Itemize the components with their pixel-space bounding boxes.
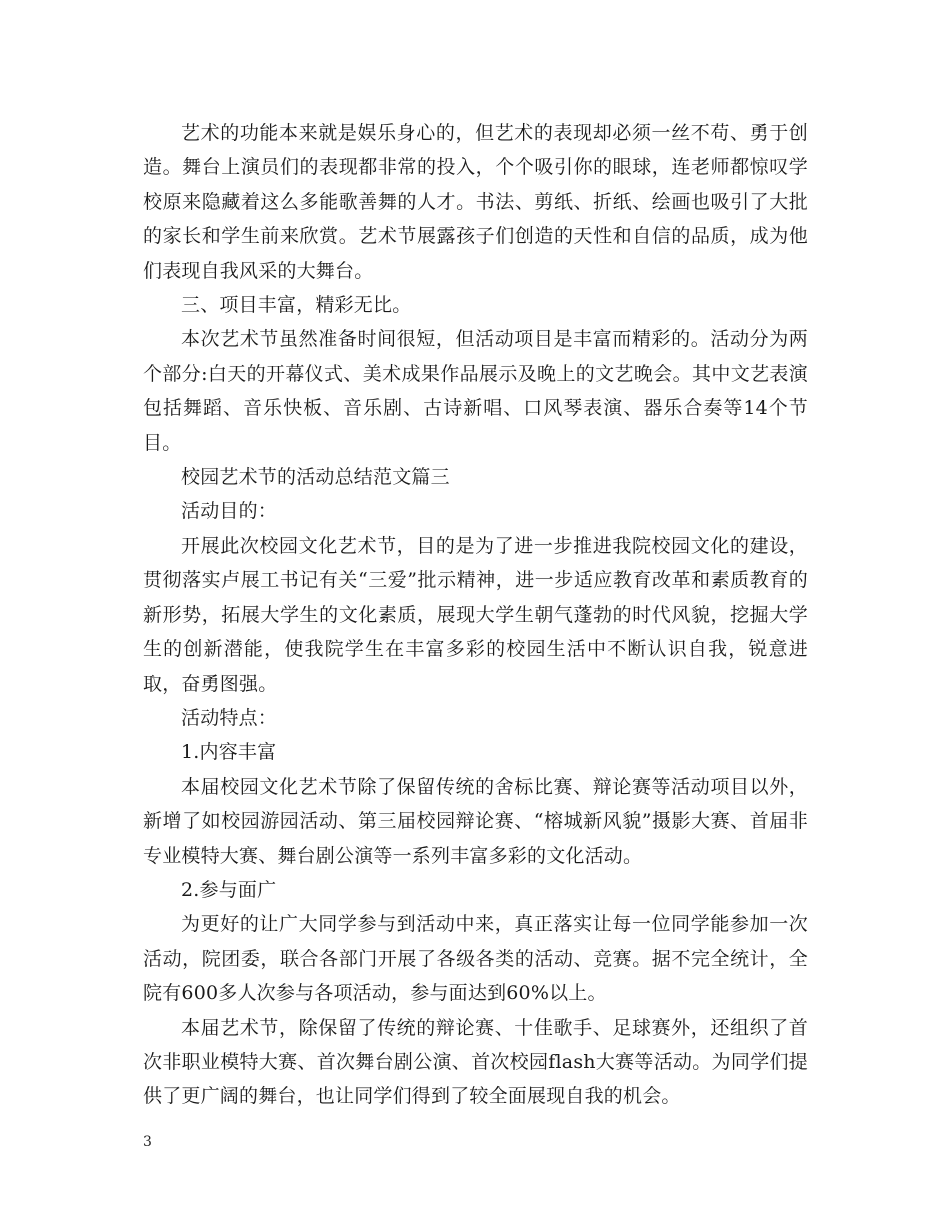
heading-activity-purpose: 活动目的： (181, 500, 278, 523)
heading-rich-content: 1.内容丰富 (181, 741, 277, 764)
heading-sample-three: 校园艺术节的活动总结范文篇三 (181, 466, 450, 489)
paragraph-participation-body: 为更好的让广大同学参与到活动中来，真正落实让每一位同学能参加一次活动，院团委，联合各部门开展了各级各类的活动、竞赛。据不完全统计，全院有600多人次参与各项活动，参与面达到60%以上。 (143, 913, 808, 1005)
paragraph-festival-program: 本次艺术节虽然准备时间很短，但活动项目是丰富而精彩的。活动分为两个部分:白天的开幕仪式、美术成果作品展示及晚上的文艺晚会。其中文艺表演包括舞蹈、音乐快板、音乐剧、古诗新唱、口风琴表演、器乐合奏等14个节目。 (143, 328, 808, 454)
paragraph-festival-summary: 本届艺术节，除保留了传统的辩论赛、十佳歌手、足球赛外，还组织了首次非职业模特大赛、首次舞台剧公演、首次校园flash大赛等活动。为同学们提供了更广阔的舞台，也让同学们得到了较全面展现自我的机会。 (143, 1016, 808, 1108)
document-body (143, 116, 808, 1114)
paragraph-rich-content-body: 本届校园文化艺术节除了保留传统的舍标比赛、辩论赛等活动项目以外，新增了如校园游园活动、第三届校园辩论赛、“榕城新风貌”摄影大赛、首届非专业模特大赛、舞台剧公演等一系列丰富多彩的文化活动。 (143, 775, 808, 867)
page-number: 3 (143, 1134, 152, 1150)
paragraph-art-function: 艺术的功能本来就是娱乐身心的，但艺术的表现却必须一丝不苟、勇于创造。舞台上演员们的表现都非常的投入，个个吸引你的眼球，连老师都惊叹学校原来隐藏着这么多能歌善舞的人才。书法、剪纸、折纸、绘画也吸引了大批的家长和学生前来欣赏。艺术节展露孩子们创造的天性和自信的品质，成为他们表现自我风采的大舞台。 (143, 122, 808, 282)
paragraph-purpose-body: 开展此次校园文化艺术节，目的是为了进一步推进我院校园文化的建设，贯彻落实卢展工书记有关“三爱”批示精神，进一步适应教育改革和素质教育的新形势，拓展大学生的文化素质，展现大学生朝气蓬勃的时代风貌，挖掘大学生的创新潜能，使我院学生在丰富多彩的校园生活中不断认识自我，锐意进取，奋勇图强。 (143, 534, 808, 695)
heading-wide-participation: 2.参与面广 (181, 878, 277, 901)
heading-rich-projects: 三、项目丰富，精彩无比。 (181, 294, 412, 317)
heading-activity-features: 活动特点： (181, 706, 278, 729)
